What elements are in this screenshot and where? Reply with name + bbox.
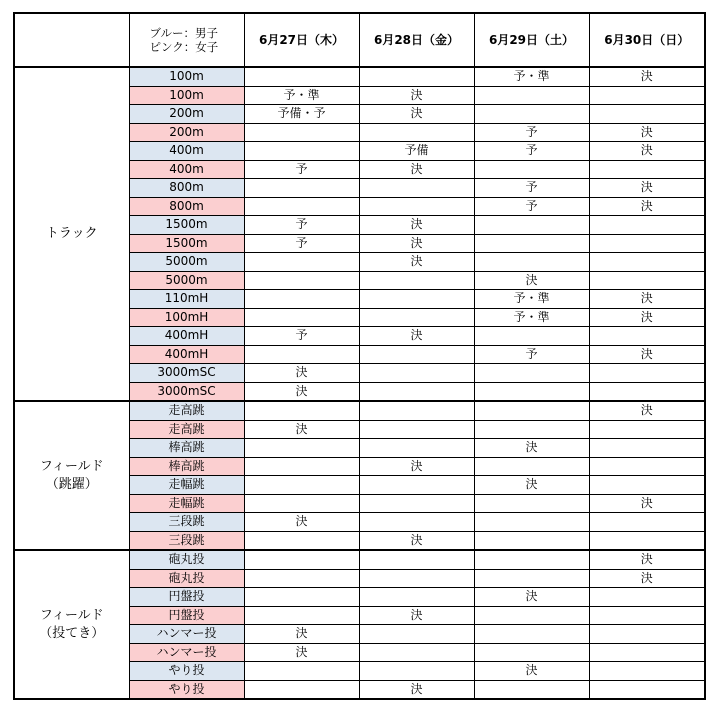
round-cell [589,271,705,290]
round-cell [474,327,589,346]
round-cell [589,327,705,346]
round-cell [359,662,474,681]
day-header: 6月29日（土） [474,13,589,67]
round-cell [244,197,359,216]
round-cell: 予 [244,327,359,346]
event-name-cell: 110mH [129,290,244,309]
round-cell [589,643,705,662]
round-cell: 決 [359,457,474,476]
round-cell: 決 [244,382,359,401]
round-cell [474,513,589,532]
schedule-table [13,12,706,700]
event-name-cell: 400m [129,160,244,179]
round-cell: 決 [474,439,589,458]
round-cell [244,271,359,290]
round-cell [589,588,705,607]
round-cell: 決 [474,271,589,290]
round-cell [589,382,705,401]
event-name-cell: 100m [129,86,244,105]
round-cell: 予・準 [474,308,589,327]
event-group-label-line: フィールド [39,458,104,474]
event-name-cell: 円盤投 [129,606,244,625]
round-cell [244,123,359,142]
round-cell [359,439,474,458]
round-cell: 決 [474,476,589,495]
round-cell: 決 [589,550,705,569]
round-cell [474,382,589,401]
round-cell: 決 [589,179,705,198]
round-cell: 決 [359,86,474,105]
event-name-cell: 3000mSC [129,382,244,401]
round-cell: 決 [589,290,705,309]
round-cell [359,382,474,401]
round-cell: 予・準 [244,86,359,105]
round-cell [589,234,705,253]
round-cell [244,476,359,495]
event-name-cell: 三段跳 [129,531,244,550]
round-cell [359,401,474,420]
round-cell [474,253,589,272]
event-name-cell: 400mH [129,345,244,364]
round-cell [474,643,589,662]
round-cell: 決 [589,197,705,216]
event-name-cell: 砲丸投 [129,569,244,588]
legend-male: ブルー：男子 [149,26,219,40]
event-name-cell: 円盤投 [129,588,244,607]
round-cell: 決 [589,494,705,513]
round-cell [244,457,359,476]
round-cell [244,345,359,364]
round-cell [244,588,359,607]
round-cell: 決 [244,513,359,532]
round-cell [359,67,474,86]
round-cell: 決 [359,105,474,124]
round-cell [589,86,705,105]
event-group-label [14,401,129,550]
event-name-cell: 200m [129,105,244,124]
round-cell [589,160,705,179]
round-cell: 決 [359,253,474,272]
table-row [14,550,705,569]
table-row [14,401,705,420]
round-cell: 決 [589,123,705,142]
event-name-cell: 400mH [129,327,244,346]
event-name-cell: ハンマー投 [129,643,244,662]
round-cell: 決 [359,606,474,625]
event-name-cell: 三段跳 [129,513,244,532]
round-cell [474,569,589,588]
round-cell [244,531,359,550]
round-cell [244,569,359,588]
event-name-cell: 1500m [129,216,244,235]
round-cell [359,494,474,513]
round-cell: 予・準 [474,290,589,309]
event-name-cell: やり投 [129,662,244,681]
round-cell [589,105,705,124]
round-cell [359,476,474,495]
round-cell [359,569,474,588]
round-cell: 決 [474,588,589,607]
round-cell [359,364,474,383]
round-cell [589,476,705,495]
event-group-label-line: （跳躍） [45,476,98,492]
round-cell: 予 [244,160,359,179]
round-cell: 決 [589,142,705,161]
round-cell: 予 [474,179,589,198]
round-cell: 決 [244,420,359,439]
round-cell [589,513,705,532]
round-cell [359,290,474,309]
event-name-cell: 1500m [129,234,244,253]
round-cell [244,67,359,86]
round-cell [474,216,589,235]
round-cell [474,364,589,383]
event-name-cell: 5000m [129,271,244,290]
round-cell [359,308,474,327]
day-header: 6月30日（日） [589,13,705,67]
round-cell: 予備・予 [244,105,359,124]
round-cell [359,197,474,216]
round-cell [474,457,589,476]
round-cell [244,439,359,458]
round-cell: 予 [474,345,589,364]
round-cell: 予 [474,142,589,161]
event-group-label-line: トラック [45,226,98,241]
event-name-cell: 走幅跳 [129,494,244,513]
round-cell [589,439,705,458]
event-name-cell: 400m [129,142,244,161]
round-cell [359,271,474,290]
event-name-cell: やり投 [129,680,244,699]
event-name-cell: 棒高跳 [129,439,244,458]
day-header: 6月28日（金） [359,13,474,67]
event-name-cell: 800m [129,179,244,198]
event-group-label-line: （投てき） [39,625,105,641]
header-row [14,13,705,67]
event-name-cell: 200m [129,123,244,142]
round-cell [359,643,474,662]
event-group-label [14,67,129,401]
round-cell [589,680,705,699]
event-name-cell: 3000mSC [129,364,244,383]
round-cell: 予備 [359,142,474,161]
round-cell [244,142,359,161]
round-cell: 決 [359,234,474,253]
event-name-cell: 800m [129,197,244,216]
table-row [14,67,705,86]
event-name-cell: 5000m [129,253,244,272]
round-cell: 予・準 [474,67,589,86]
round-cell: 決 [359,160,474,179]
round-cell [589,457,705,476]
round-cell [474,680,589,699]
round-cell [474,86,589,105]
round-cell: 決 [244,625,359,644]
round-cell [244,680,359,699]
round-cell [589,253,705,272]
gender-legend [129,13,244,67]
round-cell [359,550,474,569]
round-cell: 決 [359,216,474,235]
event-name-cell: 走高跳 [129,420,244,439]
round-cell: 決 [359,327,474,346]
round-cell: 決 [244,643,359,662]
round-cell [244,401,359,420]
legend-female: ピンク：女子 [149,40,219,54]
event-name-cell: 100mH [129,308,244,327]
round-cell [244,606,359,625]
schedule-body [14,67,705,699]
round-cell [589,364,705,383]
round-cell [474,105,589,124]
round-cell [474,401,589,420]
round-cell [359,588,474,607]
round-cell: 決 [244,364,359,383]
round-cell [244,494,359,513]
round-cell [474,606,589,625]
round-cell: 決 [589,569,705,588]
event-name-cell: 砲丸投 [129,550,244,569]
day-header: 6月27日（木） [244,13,359,67]
event-name-cell: 100m [129,67,244,86]
round-cell [244,179,359,198]
round-cell [589,625,705,644]
round-cell [244,550,359,569]
round-cell [359,123,474,142]
round-cell [359,625,474,644]
round-cell: 予 [244,234,359,253]
round-cell [244,253,359,272]
event-group-label-line: フィールド [39,607,104,623]
round-cell [474,420,589,439]
event-group-label [14,550,129,699]
round-cell: 決 [359,531,474,550]
round-cell [359,420,474,439]
event-name-cell: 走幅跳 [129,476,244,495]
event-name-cell: ハンマー投 [129,625,244,644]
round-cell: 決 [589,67,705,86]
round-cell [474,531,589,550]
round-cell [589,662,705,681]
round-cell [474,494,589,513]
round-cell [474,550,589,569]
round-cell: 予 [474,123,589,142]
round-cell: 予 [474,197,589,216]
round-cell [474,234,589,253]
round-cell [589,606,705,625]
round-cell [474,160,589,179]
round-cell [359,179,474,198]
round-cell: 決 [589,345,705,364]
round-cell [589,420,705,439]
round-cell [474,625,589,644]
event-name-cell: 棒高跳 [129,457,244,476]
event-name-cell: 走高跳 [129,401,244,420]
round-cell: 決 [359,680,474,699]
round-cell [244,290,359,309]
corner-cell [14,13,129,67]
round-cell [359,513,474,532]
round-cell: 決 [474,662,589,681]
round-cell: 決 [589,401,705,420]
round-cell [589,216,705,235]
round-cell [244,308,359,327]
round-cell [359,345,474,364]
round-cell: 決 [589,308,705,327]
round-cell [589,531,705,550]
round-cell [244,662,359,681]
round-cell: 予 [244,216,359,235]
